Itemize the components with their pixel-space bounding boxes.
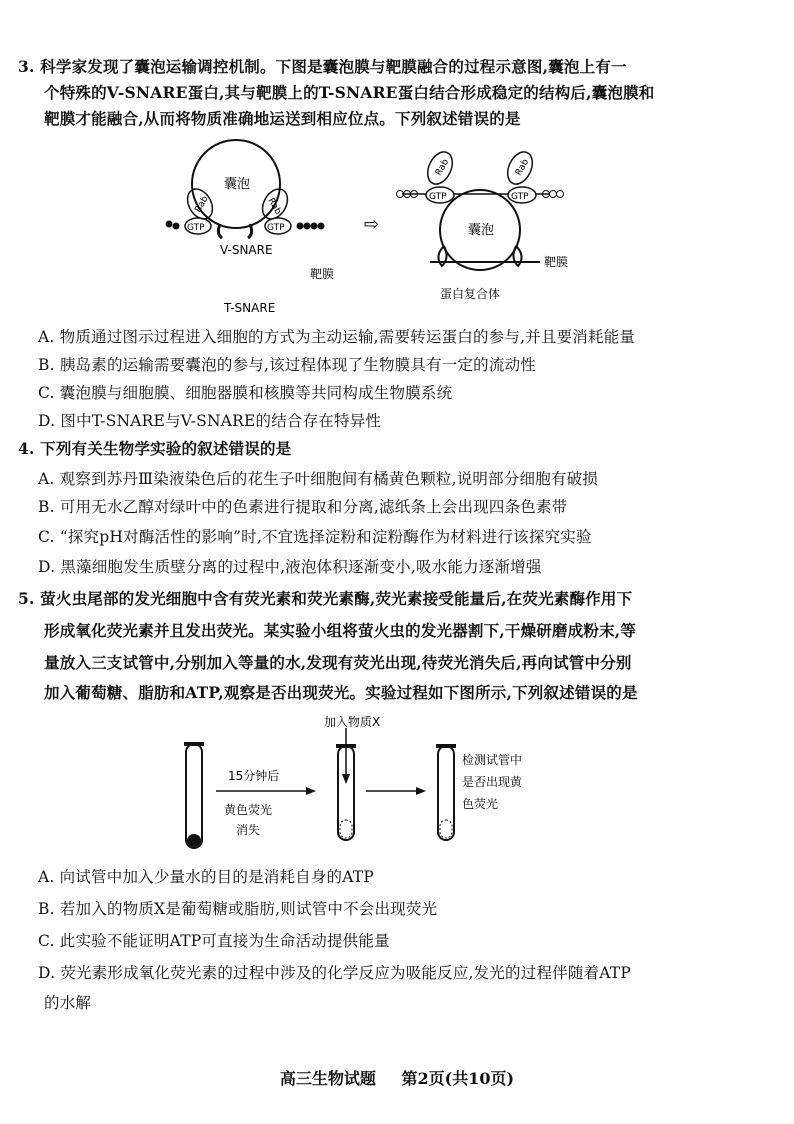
target-membrane-label-left: 靶膜	[310, 267, 335, 281]
tube-1-rim	[184, 742, 204, 746]
tube-3-liquid	[440, 820, 452, 838]
fluorescence-fade-label-2: 消失	[236, 823, 261, 837]
q5-test-tube-diagram	[176, 716, 536, 856]
test-tube-1	[186, 744, 202, 848]
q3-stem-line-3: 靶膜才能融合,从而将物质准确地运送到相应位点。下列叙述错误的是	[44, 109, 521, 128]
rab-label-left-2: Rab	[265, 196, 283, 217]
page-footer	[0, 1066, 794, 1089]
q3-vesicle-fusion-diagram	[150, 138, 590, 320]
add-substance-x-label: 加入物质X	[324, 716, 381, 729]
tube-3-rim	[436, 744, 456, 748]
q3-option-b: B. 胰岛素的运输需要囊泡的参与,该过程体现了生物膜具有一定的流动性	[38, 356, 536, 374]
q3-stem-line-2: 个特殊的V-SNARE蛋白,其与靶膜上的T-SNARE蛋白结合形成稳定的结构后,囊泡膜和	[44, 83, 655, 102]
q3-stem-line-1: 3. 科学家发现了囊泡运输调控机制。下图是囊泡膜与靶膜融合的过程示意图,囊泡上有一	[18, 57, 627, 76]
target-membrane-label-right: 靶膜	[544, 255, 569, 269]
bead	[557, 191, 564, 198]
fluorescence-fade-label-1: 黄色荧光	[224, 803, 273, 817]
rab-label-right-2: Rab	[513, 157, 532, 178]
q5-stem-line-2: 形成氧化荧光素并且发出荧光。某实验小组将萤火虫的发光器割下,干燥研磨成粉末,等	[44, 621, 637, 640]
detect-label-3: 色荧光	[462, 797, 499, 811]
vesicle-label-right: 囊泡	[468, 223, 495, 238]
q5-option-d: D. 荧光素形成氧化荧光素的过程中涉及的化学反应为吸能反应,发光的过程伴随着ATP	[38, 964, 631, 982]
q5-stem-line-3: 量放入三支试管中,分别加入等量的水,发现有荧光出现,待荧光消失后,再向试管中分别	[44, 653, 632, 672]
q3-option-c: C. 囊泡膜与细胞膜、细胞器膜和核膜等共同构成生物膜系统	[38, 384, 453, 402]
v-snare-label: V-SNARE	[220, 243, 273, 257]
bead	[304, 223, 311, 230]
q4-option-b: B. 可用无水乙醇对绿叶中的色素进行提取和分离,滤纸条上会出现四条色素带	[38, 498, 568, 516]
vesicle-label-left: 囊泡	[224, 177, 251, 192]
rab-label-right-1: Rab	[433, 157, 452, 178]
q5-option-a: A. 向试管中加入少量水的目的是消耗自身的ATP	[38, 868, 374, 886]
gtp-label-left-1: GTP	[187, 223, 205, 233]
rab-label-left-1: Rab	[193, 194, 211, 215]
add-x-arrow-head	[342, 774, 350, 784]
gtp-label-right-1: GTP	[429, 192, 447, 202]
footer-subject: 高三生物试题	[279, 1069, 376, 1088]
q3-option-a: A. 物质通过图示过程进入细胞的方式为主动运输,需要转运蛋白的参与,并且要消耗能量	[38, 328, 636, 346]
tube-2-liquid	[340, 820, 352, 838]
bead	[297, 223, 304, 230]
bead	[166, 221, 173, 228]
detect-label-1: 检测试管中	[462, 753, 523, 767]
bead	[173, 223, 180, 230]
q5-option-b: B. 若加入的物质X是葡萄糖或脂肪,则试管中不会出现荧光	[38, 900, 438, 918]
bead	[311, 223, 318, 230]
protein-complex-label: 蛋白复合体	[440, 287, 501, 301]
q4-option-d: D. 黑藻细胞发生质壁分离的过程中,液泡体积逐渐变小,吸水能力逐渐增强	[38, 558, 542, 576]
arrow-1-head	[306, 787, 316, 795]
q4-option-a: A. 观察到苏丹Ⅲ染液染色后的花生子叶细胞间有橘黄色颗粒,说明部分细胞有破损	[38, 470, 599, 488]
q3-option-d: D. 图中T-SNARE与V-SNARE的结合存在特异性	[38, 412, 382, 430]
process-arrow: ⇨	[364, 214, 380, 235]
gtp-label-left-2: GTP	[267, 223, 285, 233]
q5-stem-line-1: 5. 萤火虫尾部的发光细胞中含有荧光素和荧光素酶,荧光素接受能量后,在荧光素酶作用下	[18, 589, 633, 608]
bead	[318, 223, 325, 230]
after-15-min-label: 15分钟后	[228, 769, 280, 783]
q5-stem-line-4: 加入葡萄糖、脂肪和ATP,观察是否出现荧光。实验过程如下图所示,下列叙述错误的是	[44, 683, 638, 702]
t-snare-label: T-SNARE	[224, 301, 276, 315]
q5-option-d-continued: 的水解	[44, 994, 92, 1012]
tube-1-powder	[187, 834, 201, 847]
gtp-label-right-2: GTP	[511, 192, 529, 202]
footer-page-number: 第2页(共10页)	[401, 1069, 515, 1088]
detect-label-2: 是否出现黄	[462, 775, 523, 789]
q4-option-c: C. “探究pH对酶活性的影响”时,不宜选择淀粉和淀粉酶作为材料进行该探究实验	[38, 528, 592, 546]
arrow-2-head	[416, 787, 426, 795]
q5-option-c: C. 此实验不能证明ATP可直接为生命活动提供能量	[38, 932, 390, 950]
bead	[550, 191, 557, 198]
q4-stem: 4. 下列有关生物学实验的叙述错误的是	[18, 439, 292, 458]
